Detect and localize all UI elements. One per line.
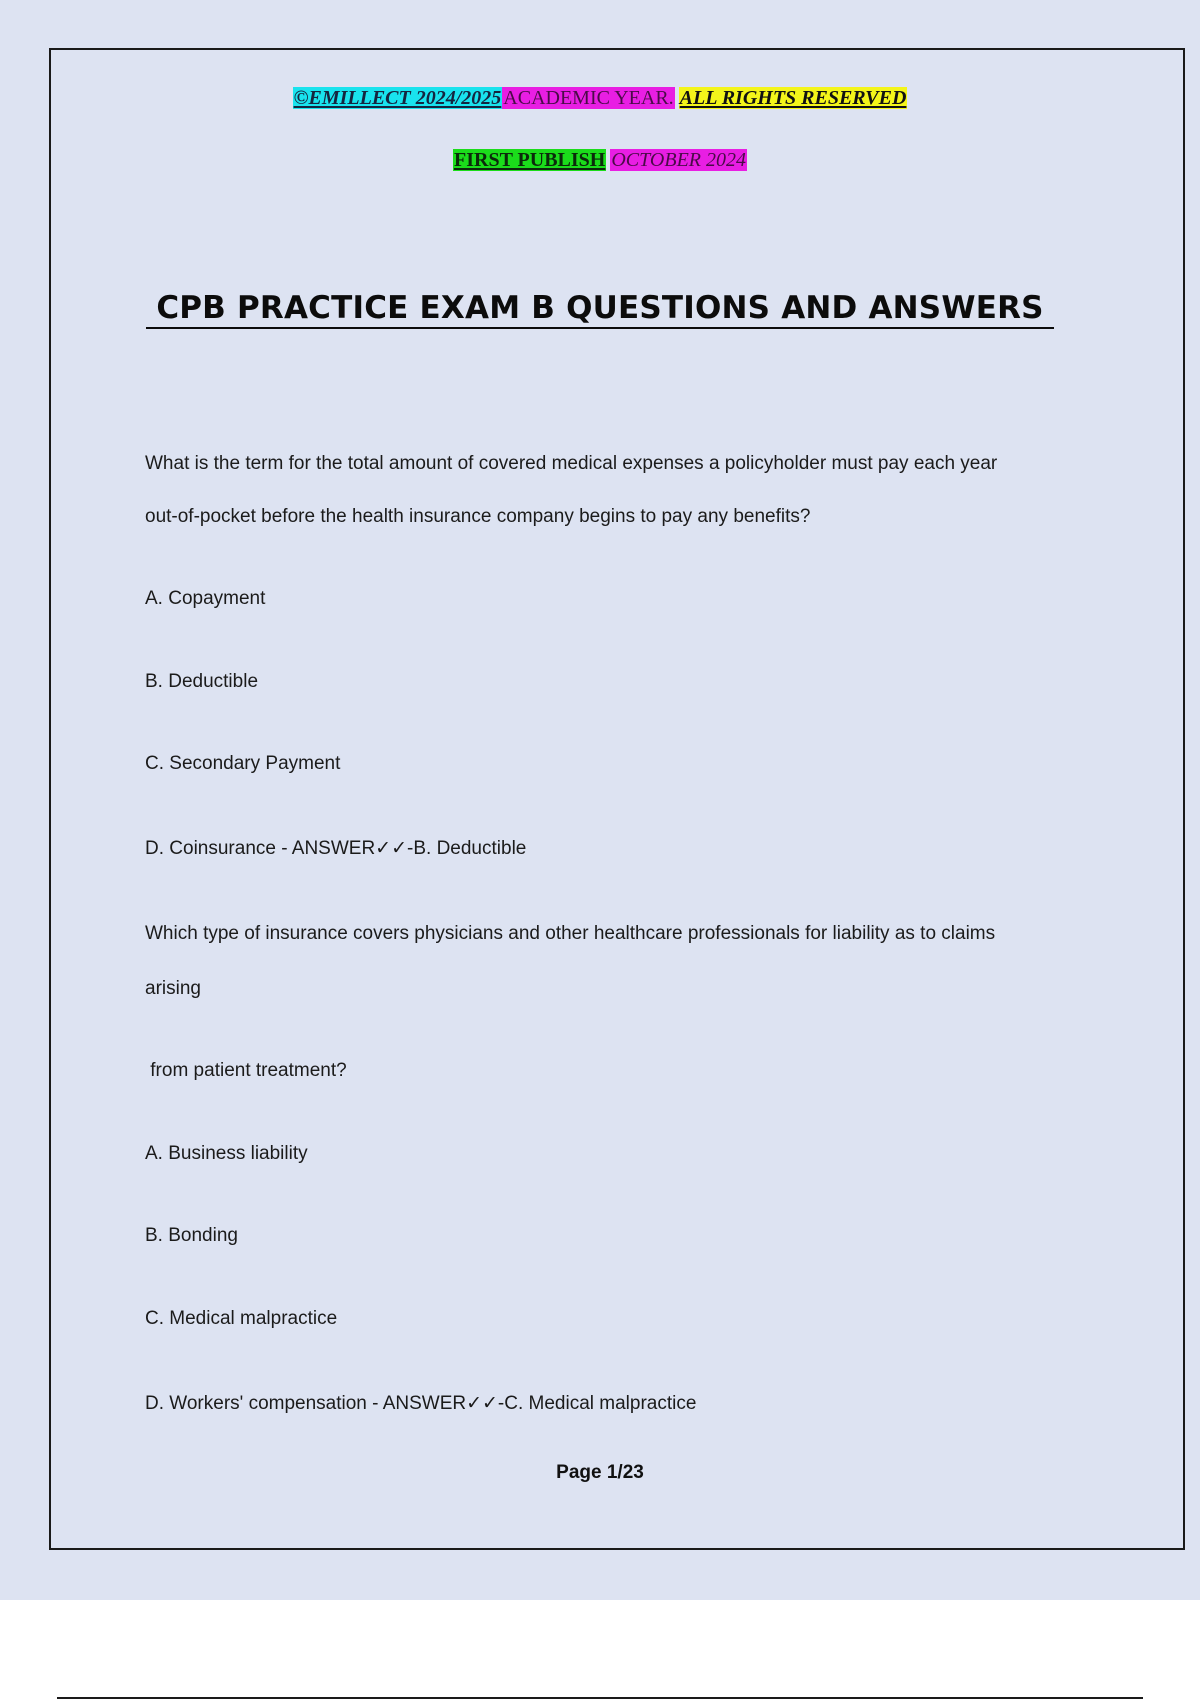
question-1-text-line-2: out-of-pocket before the health insurance company begins to pay any benefits?: [145, 506, 811, 527]
publish-date-label: OCTOBER 2024: [611, 149, 746, 171]
academic-year-label: ACADEMIC YEAR.: [503, 87, 674, 109]
question-2-option-c: C. Medical malpractice: [145, 1308, 338, 1329]
question-2-text-line-2: arising: [145, 978, 201, 999]
first-publish-label: FIRST PUBLISH: [454, 149, 606, 171]
question-1-option-b: B. Deductible: [145, 671, 259, 692]
question-2-text-line-3: from patient treatment?: [145, 1060, 347, 1081]
page-number: Page 1/23: [556, 1462, 644, 1483]
document-title-text: CPB PRACTICE EXAM B QUESTIONS AND ANSWERS: [146, 290, 1053, 329]
rights-label: ALL RIGHTS RESERVED: [679, 87, 907, 109]
question-1-option-c: C. Secondary Payment: [145, 753, 341, 774]
question-2-option-a: A. Business liability: [145, 1143, 308, 1164]
copyright-banner: [0, 86, 1200, 110]
copyright-label: ©EMILLECT 2024/2025: [293, 87, 502, 109]
question-1-text-line-1: What is the term for the total amount of covered medical expenses a policyholder must pay each year: [145, 453, 998, 474]
question-2-text-line-1: Which type of insurance covers physicians and other healthcare professionals for liability as to claims: [145, 923, 996, 944]
question-2-option-b: B. Bonding: [145, 1225, 238, 1246]
question-2-option-d-answer: D. Workers' compensation - ANSWER✓✓-C. Medical malpractice: [145, 1393, 697, 1414]
question-1-option-a: A. Copayment: [145, 588, 266, 609]
document-title: [0, 290, 1200, 326]
question-1-option-d-answer: D. Coinsurance - ANSWER✓✓-B. Deductible: [145, 838, 527, 859]
next-page-rule: [57, 1697, 1143, 1699]
publish-banner: [0, 148, 1200, 172]
